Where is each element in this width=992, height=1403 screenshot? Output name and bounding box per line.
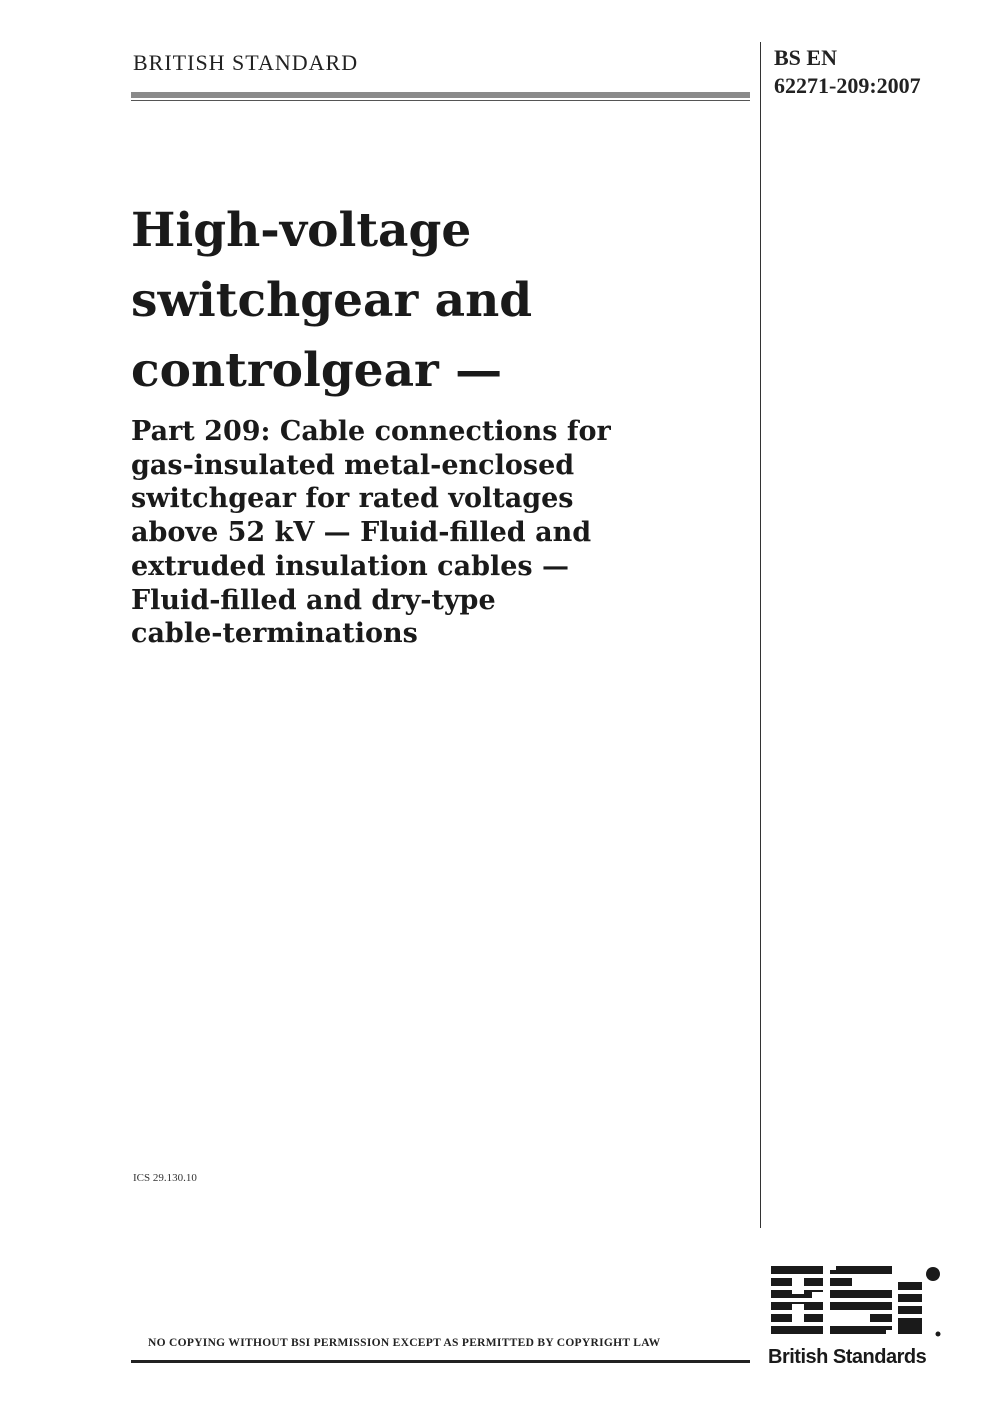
standard-number-prefix: BS EN — [774, 45, 837, 70]
footer-rule — [131, 1360, 750, 1363]
standard-number — [774, 44, 921, 100]
subtitle-line: switchgear for rated voltages — [131, 483, 574, 515]
document-title — [131, 196, 741, 406]
column-divider — [760, 42, 761, 1228]
title-line: controlgear — — [131, 343, 503, 398]
copyright-notice: NO COPYING WITHOUT BSI PERMISSION EXCEPT AS PERMITTED BY COPYRIGHT LAW — [148, 1337, 661, 1349]
bsi-logo-subtitle: British Standards — [768, 1346, 927, 1368]
subtitle-line: gas-insulated metal-enclosed — [131, 449, 575, 481]
subtitle-line: cable-terminations — [131, 618, 418, 650]
ics-code: ICS 29.130.10 — [133, 1172, 197, 1184]
bsi-logo — [768, 1264, 943, 1368]
title-line: switchgear and — [131, 273, 533, 328]
bsi-logo-mark — [768, 1264, 943, 1344]
subtitle-line: Fluid-filled and dry-type — [131, 584, 496, 616]
header-rule-gray — [131, 92, 750, 98]
series-label: BRITISH STANDARD — [133, 50, 359, 75]
header-rule-thin — [131, 100, 750, 101]
document-subtitle — [131, 415, 741, 651]
subtitle-line: extruded insulation cables — — [131, 550, 570, 582]
subtitle-line: Part 209: Cable connections for — [131, 416, 611, 447]
standard-number-code: 62271-209:2007 — [774, 73, 921, 98]
subtitle-line: above 52 kV — Fluid-filled and — [131, 517, 592, 549]
title-line: High-voltage — [131, 203, 472, 258]
